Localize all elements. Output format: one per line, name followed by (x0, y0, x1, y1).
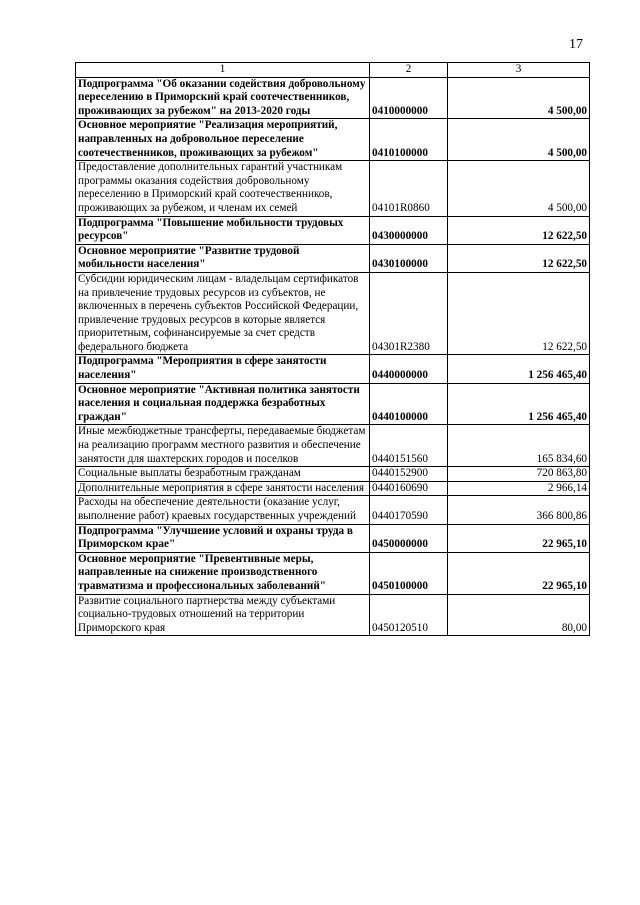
row-name-cell: Основное мероприятие "Развитие трудовой мобильности населения" (76, 244, 370, 272)
row-code-cell: 0410000000 (370, 77, 448, 119)
table-row (76, 119, 590, 161)
row-amount-cell: 4 500,00 (448, 119, 590, 161)
row-name-cell: Предоставление дополнительных гарантий участникам программы оказания содействия добровольному переселению в Приморский край соотечественников, проживающих за рубежом, и членам их семей (76, 161, 370, 216)
table-header-row (76, 63, 590, 78)
page-number: 17 (569, 37, 583, 52)
row-code-cell: 0440100000 (370, 383, 448, 425)
row-amount-cell: 12 622,50 (448, 244, 590, 272)
row-amount-cell: 4 500,00 (448, 161, 590, 216)
table-row (76, 161, 590, 216)
row-code-cell: 0450120510 (370, 594, 448, 636)
row-amount-cell: 12 622,50 (448, 272, 590, 355)
row-amount-cell: 720 863,80 (448, 467, 590, 482)
row-code-cell: 0440152900 (370, 467, 448, 482)
row-code-cell: 0430100000 (370, 244, 448, 272)
budget-table (75, 62, 590, 636)
row-name-cell: Подпрограмма "Мероприятия в сфере занятости населения" (76, 355, 370, 383)
row-name-cell: Дополнительные мероприятия в сфере занятости населения (76, 481, 370, 496)
row-name-cell: Подпрограмма "Улучшение условий и охраны труда в Приморском крае" (76, 524, 370, 552)
row-code-cell: 04101R0860 (370, 161, 448, 216)
row-name-cell: Подпрограмма "Об оказании содействия добровольному переселению в Приморский край соотечественников, проживающих за рубежом" на 2013-2020 годы (76, 77, 370, 119)
table-row (76, 496, 590, 524)
table-row (76, 216, 590, 244)
column-header-2: 2 (370, 63, 448, 78)
row-name-cell: Основное мероприятие "Реализация мероприятий, направленных на добровольное переселение соотечественников, проживающих за рубежом" (76, 119, 370, 161)
row-amount-cell: 1 256 465,40 (448, 383, 590, 425)
row-amount-cell: 4 500,00 (448, 77, 590, 119)
row-code-cell: 04301R2380 (370, 272, 448, 355)
row-name-cell: Социальные выплаты безработным гражданам (76, 467, 370, 482)
row-name-cell: Основное мероприятие "Превентивные меры, направленные на снижение производственного травматизма и профессиональных заболеваний" (76, 552, 370, 594)
table-row (76, 524, 590, 552)
row-code-cell: 0440170590 (370, 496, 448, 524)
row-amount-cell: 1 256 465,40 (448, 355, 590, 383)
row-code-cell: 0440160690 (370, 481, 448, 496)
table-row (76, 425, 590, 467)
table-row (76, 355, 590, 383)
table-row (76, 77, 590, 119)
table-row (76, 467, 590, 482)
row-amount-cell: 22 965,10 (448, 552, 590, 594)
table-row (76, 244, 590, 272)
row-amount-cell: 165 834,60 (448, 425, 590, 467)
table-row (76, 594, 590, 636)
table-row (76, 272, 590, 355)
table-row (76, 552, 590, 594)
row-amount-cell: 2 966,14 (448, 481, 590, 496)
row-amount-cell: 366 800,86 (448, 496, 590, 524)
row-code-cell: 0440000000 (370, 355, 448, 383)
row-amount-cell: 12 622,50 (448, 216, 590, 244)
table-row (76, 481, 590, 496)
row-amount-cell: 80,00 (448, 594, 590, 636)
row-code-cell: 0430000000 (370, 216, 448, 244)
column-header-3: 3 (448, 63, 590, 78)
column-header-1: 1 (76, 63, 370, 78)
row-name-cell: Субсидии юридическим лицам - владельцам сертификатов на привлечение трудовых ресурсов из субъектов, не включенных в перечень субъектов Российской Федерации, привлечение трудовых ресурсов в которые является приоритетным, софинансируемые за счет средств федерального бюджета (76, 272, 370, 355)
row-code-cell: 0450100000 (370, 552, 448, 594)
row-code-cell: 0410100000 (370, 119, 448, 161)
row-amount-cell: 22 965,10 (448, 524, 590, 552)
row-name-cell: Иные межбюджетные трансферты, передаваемые бюджетам на реализацию программ местного развития и обеспечение занятости для шахтерских городов и поселков (76, 425, 370, 467)
row-name-cell: Расходы на обеспечение деятельности (оказание услуг, выполнение работ) краевых государственных учреждений (76, 496, 370, 524)
row-name-cell: Подпрограмма "Повышение мобильности трудовых ресурсов" (76, 216, 370, 244)
budget-table-body (76, 63, 590, 636)
row-name-cell: Основное мероприятие "Активная политика занятости населения и социальная поддержка безработных граждан" (76, 383, 370, 425)
table-row (76, 383, 590, 425)
row-code-cell: 0450000000 (370, 524, 448, 552)
row-name-cell: Развитие социального партнерства между субъектами социально-трудовых отношений на территории Приморского края (76, 594, 370, 636)
row-code-cell: 0440151560 (370, 425, 448, 467)
